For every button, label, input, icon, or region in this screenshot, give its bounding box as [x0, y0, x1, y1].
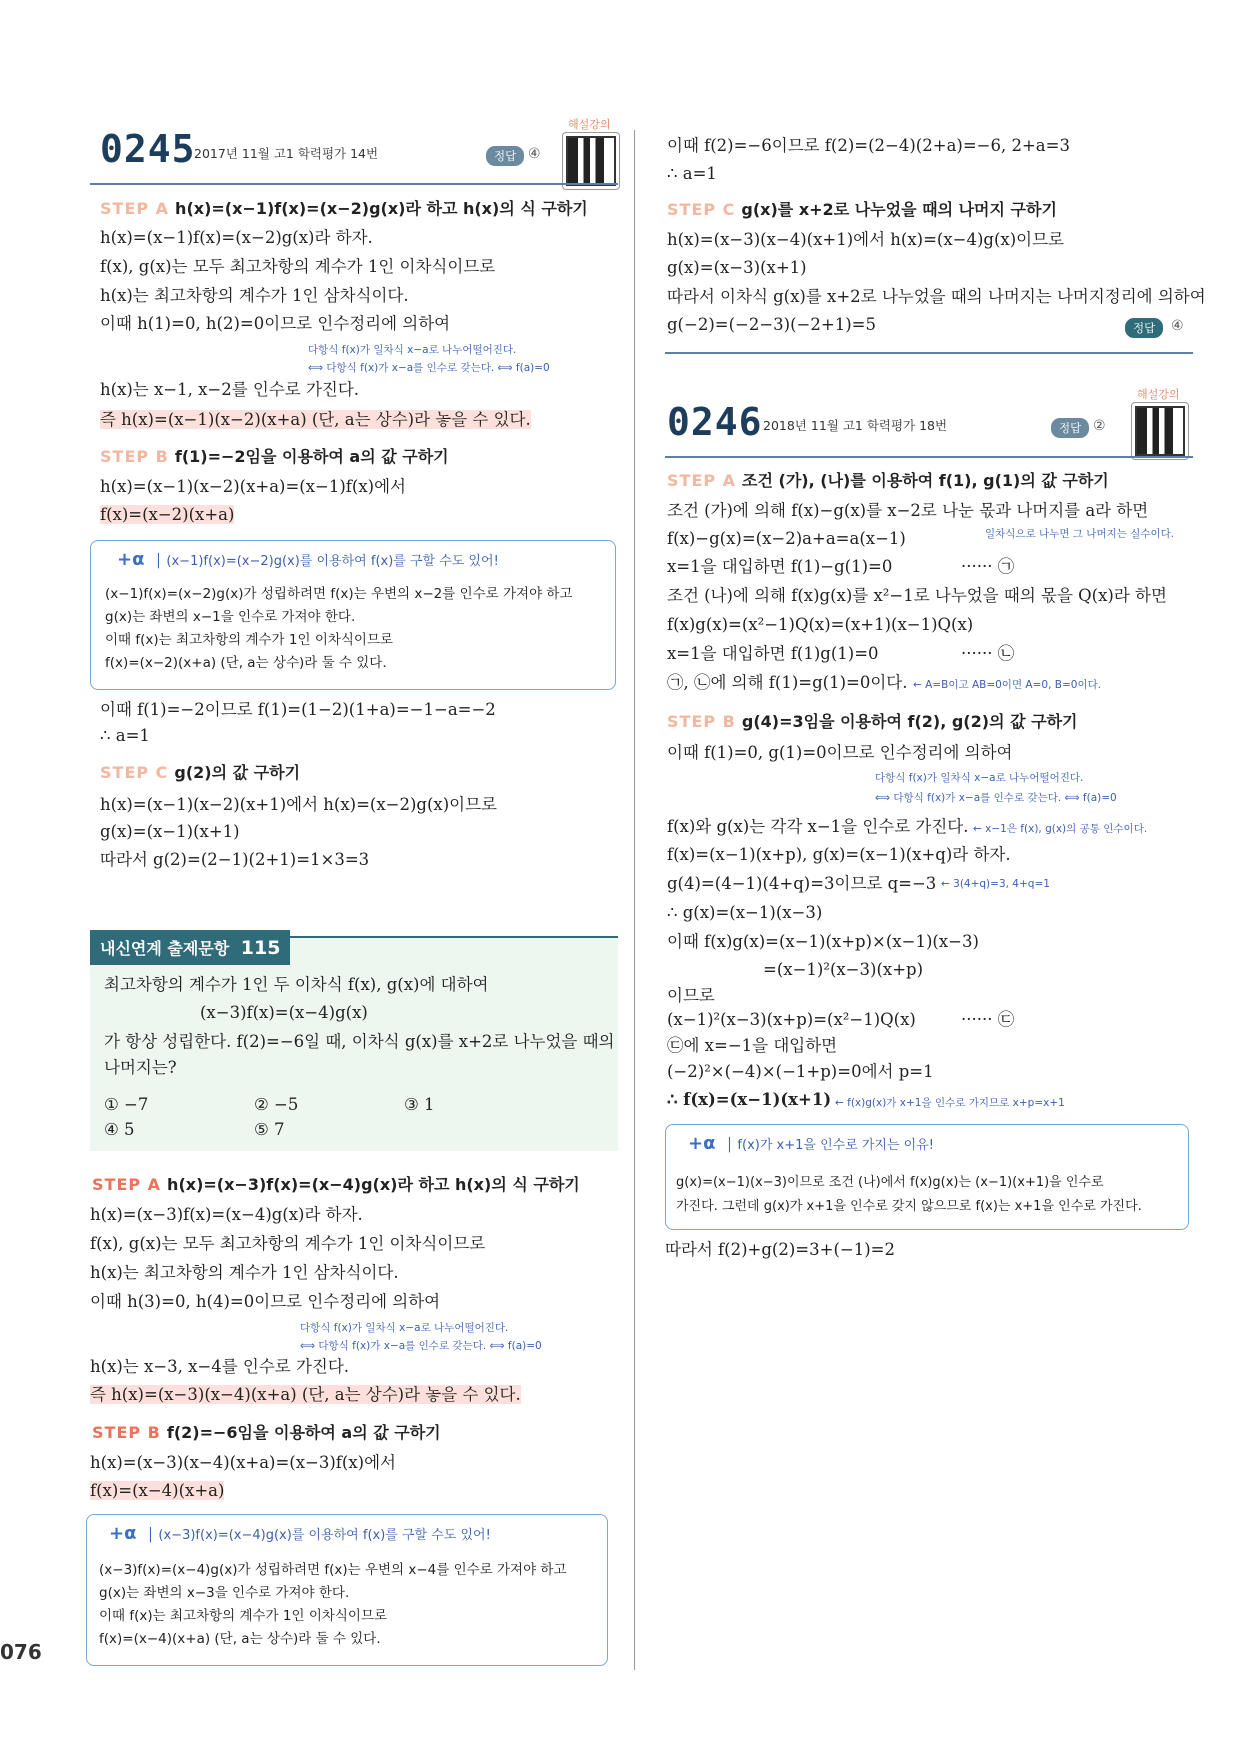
text-line: 이때 h(3)=0, h(4)=0이므로 인수정리에 의하여 — [90, 1292, 441, 1311]
problem-source: 2018년 11월 고1 학력평가 18번 — [763, 418, 948, 433]
text-line: 따라서 f(2)+g(2)=3+(−1)=2 — [665, 1240, 895, 1259]
problem-number: 0246 — [667, 400, 763, 444]
side-note: ← x−1은 f(x), g(x)의 공통 인수이다. — [973, 823, 1148, 835]
side-note: ← 3(4+q)=3, 4+q=1 — [941, 878, 1050, 890]
tip-line: g(x)=(x−1)(x−3)이므로 조건 (나)에서 f(x)g(x)는 (x−1)(x+1)을 인수로 — [676, 1175, 1104, 1190]
text-line: h(x)=(x−3)(x−4)(x+a)=(x−3)f(x)에서 — [90, 1453, 396, 1472]
step-a-heading: STEP A 조건 (가), (나)를 이용하여 f(1), g(1)의 값 구하기 — [667, 471, 1109, 490]
side-note: ← f(x)g(x)가 x+1을 인수로 가지므로 x+p=x+1 — [835, 1097, 1065, 1109]
answer-value: ④ — [528, 146, 541, 162]
side-note: ⟺ 다항식 f(x)가 x−a를 인수로 갖는다. ⟺ f(a)=0 — [308, 362, 550, 374]
text-line: 이므로 — [667, 986, 715, 1005]
tip-box — [665, 1124, 1189, 1230]
text-line: h(x)=(x−3)f(x)=(x−4)g(x)라 하자. — [90, 1205, 363, 1224]
text-line: h(x)는 최고차항의 계수가 1인 삼차식이다. — [100, 286, 409, 305]
tip-box — [86, 1514, 608, 1666]
tip-line: (x−3)f(x)=(x−4)g(x)가 성립하려면 f(x)는 우변의 x−4를 인수로 가져야 하고 — [99, 1562, 567, 1578]
text-line: =(x−1)²(x−3)(x+p) — [763, 960, 924, 979]
question-line: 나머지는? — [104, 1058, 177, 1077]
sol-step-a-heading: STEP A h(x)=(x−3)f(x)=(x−4)g(x)라 하고 h(x)의 식 구하기 — [92, 1175, 580, 1194]
text-line: f(x)g(x)=(x²−1)Q(x)=(x+1)(x−1)Q(x) — [667, 615, 974, 634]
step-c-heading: STEP C g(2)의 값 구하기 — [100, 763, 301, 782]
text-line: h(x)는 최고차항의 계수가 1인 삼차식이다. — [90, 1263, 399, 1282]
problem-number: 0245 — [100, 127, 196, 171]
question-line: (x−3)f(x)=(x−4)g(x) — [200, 1003, 368, 1022]
answer-badge: 정답 — [1125, 318, 1163, 338]
side-note: 다항식 f(x)가 일차식 x−a로 나누어떨어진다. — [875, 772, 1084, 784]
step-b-heading: STEP B g(4)=3임을 이용하여 f(2), g(2)의 값 구하기 — [667, 712, 1078, 731]
side-note: 다항식 f(x)가 일차식 x−a로 나누어떨어진다. — [300, 1322, 509, 1334]
text-line: 이때 f(1)=−2이므로 f(1)=(1−2)(1+a)=−1−a=−2 — [100, 700, 496, 719]
text-line: (−2)²×(−4)×(−1+p)=0에서 p=1 — [667, 1062, 934, 1081]
text-line: x=1을 대입하면 f(1)g(1)=0 — [667, 644, 879, 663]
question-line: 최고차항의 계수가 1인 두 이차식 f(x), g(x)에 대하여 — [104, 975, 489, 994]
text-line: 이때 f(2)=−6이므로 f(2)=(2−4)(2+a)=−6, 2+a=3 — [667, 136, 1070, 155]
text-line: ∴ a=1 — [100, 726, 150, 745]
equation-marker: ······ ㉡ — [961, 644, 1015, 663]
highlight-line: 즉 h(x)=(x−1)(x−2)(x+a) (단, a는 상수)라 놓을 수 있다. — [100, 410, 531, 429]
text-line: 이때 f(x)g(x)=(x−1)(x+p)×(x−1)(x−3) — [667, 932, 979, 951]
tip-line: (x−1)f(x)=(x−2)g(x)가 성립하려면 f(x)는 우변의 x−2를 인수로 가져야 하고 — [105, 586, 573, 602]
answer-badge: 정답 — [486, 146, 524, 166]
text-line: f(x)=(x−1)(x+p), g(x)=(x−1)(x+q)라 하자. — [667, 845, 1011, 864]
option-3[interactable]: ③ 1 — [404, 1095, 435, 1114]
section-rule — [665, 352, 1193, 354]
text-line: h(x)=(x−1)(x−2)(x+1)에서 h(x)=(x−2)g(x)이므로 — [100, 795, 497, 814]
equation-marker: ······ ㉢ — [961, 1010, 1015, 1029]
highlight-line: 즉 h(x)=(x−3)(x−4)(x+a) (단, a는 상수)라 놓을 수 있다. — [90, 1385, 521, 1404]
text-line: 따라서 이차식 g(x)를 x+2로 나누었을 때의 나머지는 나머지정리에 의하여 — [667, 287, 1206, 306]
step-a-heading: STEP A h(x)=(x−1)f(x)=(x−2)g(x)라 하고 h(x)의 식 구하기 — [100, 199, 588, 218]
text-line: ∴ g(x)=(x−1)(x−3) — [667, 903, 823, 922]
header-rule — [665, 456, 1193, 458]
text-line: g(x)=(x−3)(x+1) — [667, 258, 807, 277]
tip-line: 이때 f(x)는 최고차항의 계수가 1인 이차식이므로 — [105, 632, 394, 648]
text-line: ㉢에 x=−1을 대입하면 — [667, 1036, 838, 1055]
tip-line: g(x)는 좌변의 x−3을 인수로 가져야 한다. — [99, 1585, 350, 1601]
qr-code[interactable] — [562, 132, 620, 190]
page-number: 076 — [0, 1640, 42, 1664]
tip-box — [90, 540, 616, 690]
side-note: ← A=B이고 AB=0이면 A=0, B=0이다. — [913, 679, 1102, 691]
tip-line: 가진다. 그런데 g(x)가 x+1을 인수로 갖지 않으므로 f(x)는 x+1을 인수로 가진다. — [676, 1199, 1142, 1214]
text-line: f(x)와 g(x)는 각각 x−1을 인수로 가진다. — [667, 817, 969, 836]
option-5[interactable]: ⑤ 7 — [254, 1120, 285, 1139]
side-note: ⟺ 다항식 f(x)가 x−a를 인수로 갖는다. ⟺ f(a)=0 — [300, 1340, 542, 1352]
answer-badge: 정답 — [1051, 418, 1089, 438]
text-line: g(4)=(4−1)(4+q)=3이므로 q=−3 — [667, 874, 937, 893]
highlight-line: f(x)=(x−2)(x+a) — [100, 505, 235, 524]
text-line: f(x), g(x)는 모두 최고차항의 계수가 1인 이차식이므로 — [90, 1234, 486, 1253]
qr-code-icon — [1135, 406, 1185, 456]
qr-code-icon — [566, 136, 616, 186]
text-line: (x−1)²(x−3)(x+p)=(x²−1)Q(x) — [667, 1010, 916, 1029]
qr-label: 해설강의 — [568, 118, 611, 131]
question-line: 가 항상 성립한다. f(2)=−6일 때, 이차식 g(x)를 x+2로 나누었을 때의 — [104, 1032, 615, 1051]
side-note: ⟺ 다항식 f(x)가 x−a를 인수로 갖는다. ⟺ f(a)=0 — [875, 792, 1117, 804]
step-c-heading: STEP C g(x)를 x+2로 나누었을 때의 나머지 구하기 — [667, 200, 1057, 219]
side-note: 일차식으로 나누면 그 나머지는 실수이다. — [985, 528, 1175, 540]
highlight-line: f(x)=(x−4)(x+a) — [90, 1481, 225, 1500]
qr-label: 해설강의 — [1137, 388, 1180, 401]
related-problem-banner: 내신연계 출제문항 115 — [90, 930, 290, 965]
option-1[interactable]: ① −7 — [104, 1095, 149, 1114]
answer-value: ② — [1093, 418, 1106, 434]
text-line: g(x)=(x−1)(x+1) — [100, 822, 240, 841]
tip-line: f(x)=(x−4)(x+a) (단, a는 상수)라 둘 수 있다. — [99, 1631, 381, 1647]
column-divider — [634, 130, 635, 1670]
equation-marker: ······ ㉠ — [961, 557, 1015, 576]
text-line: h(x)=(x−3)(x−4)(x+1)에서 h(x)=(x−4)g(x)이므로 — [667, 230, 1064, 249]
tip-heading: +α │ (x−3)f(x)=(x−4)g(x)를 이용하여 f(x)를 구할 수도 있어! — [109, 1523, 491, 1544]
text-line: f(x)−g(x)=(x−2)a+a=a(x−1) — [667, 529, 906, 548]
text-line: 이때 f(1)=0, g(1)=0이므로 인수정리에 의하여 — [667, 743, 1013, 762]
side-note: 다항식 f(x)가 일차식 x−a로 나누어떨어진다. — [308, 344, 517, 356]
text-line: ∴ f(x)=(x−1)(x+1) — [667, 1090, 832, 1109]
text-line: 따라서 g(2)=(2−1)(2+1)=1×3=3 — [100, 850, 370, 869]
option-2[interactable]: ② −5 — [254, 1095, 299, 1114]
header-rule — [90, 183, 618, 185]
text-line: 이때 h(1)=0, h(2)=0이므로 인수정리에 의하여 — [100, 314, 451, 333]
text-line: h(x)는 x−1, x−2를 인수로 가진다. — [100, 380, 360, 399]
tip-heading: +α │ f(x)가 x+1을 인수로 가지는 이유! — [688, 1133, 935, 1154]
problem-source: 2017년 11월 고1 학력평가 14번 — [194, 146, 379, 161]
tip-heading: +α │ (x−1)f(x)=(x−2)g(x)를 이용하여 f(x)를 구할 수도 있어! — [117, 549, 499, 570]
text-line: 조건 (나)에 의해 f(x)g(x)를 x²−1로 나누었을 때의 몫을 Q(x)라 하면 — [667, 586, 1167, 605]
sol-step-b-heading: STEP B f(2)=−6임을 이용하여 a의 값 구하기 — [92, 1423, 441, 1442]
text-line: f(x), g(x)는 모두 최고차항의 계수가 1인 이차식이므로 — [100, 257, 496, 276]
tip-line: 이때 f(x)는 최고차항의 계수가 1인 이차식이므로 — [99, 1608, 388, 1624]
text-line: g(−2)=(−2−3)(−2+1)=5 — [667, 315, 876, 334]
text-line: ㉠, ㉡에 의해 f(1)=g(1)=0이다. — [667, 673, 908, 692]
text-line: h(x)=(x−1)f(x)=(x−2)g(x)라 하자. — [100, 228, 373, 247]
text-line: ∴ a=1 — [667, 164, 717, 183]
qr-code[interactable] — [1131, 402, 1189, 460]
step-b-heading: STEP B f(1)=−2임을 이용하여 a의 값 구하기 — [100, 447, 449, 466]
text-line: h(x)는 x−3, x−4를 인수로 가진다. — [90, 1357, 350, 1376]
answer-value: ④ — [1171, 318, 1184, 334]
tip-line: f(x)=(x−2)(x+a) (단, a는 상수)라 둘 수 있다. — [105, 655, 387, 671]
option-4[interactable]: ④ 5 — [104, 1120, 135, 1139]
text-line: x=1을 대입하면 f(1)−g(1)=0 — [667, 557, 893, 576]
tip-line: g(x)는 좌변의 x−1을 인수로 가져야 한다. — [105, 609, 356, 625]
text-line: h(x)=(x−1)(x−2)(x+a)=(x−1)f(x)에서 — [100, 477, 406, 496]
text-line: 조건 (가)에 의해 f(x)−g(x)를 x−2로 나눈 몫과 나머지를 a라 하면 — [667, 501, 1149, 520]
